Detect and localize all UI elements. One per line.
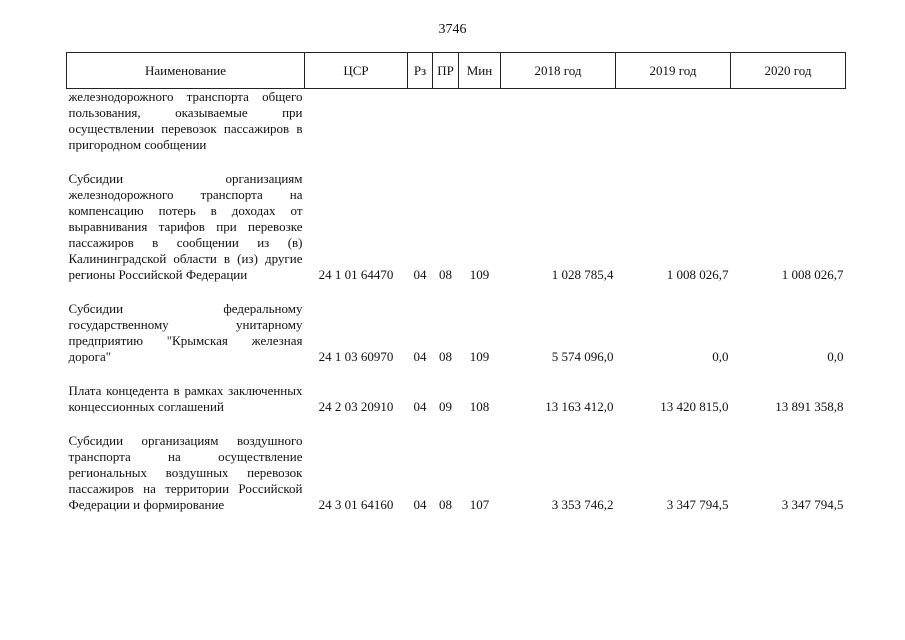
row-2020: 1 008 026,7	[781, 267, 844, 282]
row-2019	[616, 89, 731, 154]
row-spacer	[67, 365, 846, 383]
row-2019: 3 347 794,5	[666, 497, 729, 512]
row-2019: 1 008 026,7	[666, 267, 729, 282]
row-rz: 04	[413, 267, 427, 282]
table-row	[67, 301, 846, 365]
header-pr: ПР	[433, 53, 459, 89]
header-min: Мин	[459, 53, 501, 89]
header-2020: 2020 год	[731, 53, 846, 89]
row-2020	[731, 89, 846, 154]
row-min	[459, 89, 501, 154]
budget-table	[66, 52, 846, 513]
row-name: Субсидии организациям воздушного транспорта на осуществление региональных воздушных перевозок пассажиров на территории Российской Федерации и формирование	[68, 433, 303, 512]
row-min: 109	[469, 349, 490, 364]
row-pr	[433, 89, 459, 154]
row-2020: 3 347 794,5	[781, 497, 844, 512]
table-row	[67, 89, 846, 154]
row-spacer	[67, 153, 846, 171]
row-name: Субсидии федеральному государственному унитарному предприятию "Крымская железная дорога"	[68, 301, 303, 364]
row-csr: 24 3 01 64160	[318, 497, 394, 512]
table-row	[67, 171, 846, 283]
page-number: 3746	[438, 22, 467, 37]
header-csr: ЦСР	[305, 53, 408, 89]
row-csr: 24 2 03 20910	[318, 399, 394, 414]
header-name: Наименование	[67, 53, 305, 89]
row-2020: 0,0	[827, 349, 844, 364]
row-pr: 09	[439, 399, 452, 414]
row-2018: 5 574 096,0	[551, 349, 614, 364]
row-2018: 3 353 746,2	[551, 497, 614, 512]
row-csr: 24 1 01 64470	[318, 267, 394, 282]
row-rz	[408, 89, 433, 154]
row-rz: 04	[413, 497, 427, 512]
row-csr: 24 1 03 60970	[318, 349, 394, 364]
row-spacer	[67, 415, 846, 433]
row-2018: 13 163 412,0	[545, 399, 614, 414]
row-name: Плата концедента в рамках заключенных концессионных соглашений	[68, 383, 303, 414]
row-2018	[501, 89, 616, 154]
row-name: Субсидии организациям железнодорожного транспорта на компенсацию потерь в доходах от выравнивания тарифов при перевозке пассажиров в сообщении из (в) Калининградской области в (из) другие регионы Российской Федерации	[68, 171, 303, 282]
row-min: 107	[469, 497, 490, 512]
row-min: 109	[469, 267, 490, 282]
row-pr: 08	[439, 349, 452, 364]
header-2019: 2019 год	[616, 53, 731, 89]
row-2019: 13 420 815,0	[660, 399, 729, 414]
table-row	[67, 383, 846, 415]
row-csr	[305, 89, 408, 154]
row-min: 108	[469, 399, 490, 414]
row-rz: 04	[413, 399, 427, 414]
table-row	[67, 433, 846, 513]
row-2020: 13 891 358,8	[775, 399, 844, 414]
header-2018: 2018 год	[501, 53, 616, 89]
row-name: железнодорожного транспорта общего пользования, оказываемые при осуществлении перевозок пассажиров в пригородном сообщении	[68, 89, 303, 152]
row-rz: 04	[413, 349, 427, 364]
row-spacer	[67, 283, 846, 301]
row-2018: 1 028 785,4	[551, 267, 614, 282]
row-pr: 08	[439, 497, 452, 512]
row-pr: 08	[439, 267, 452, 282]
row-2019: 0,0	[712, 349, 729, 364]
header-rz: Рз	[408, 53, 433, 89]
table-header-row	[67, 53, 846, 89]
